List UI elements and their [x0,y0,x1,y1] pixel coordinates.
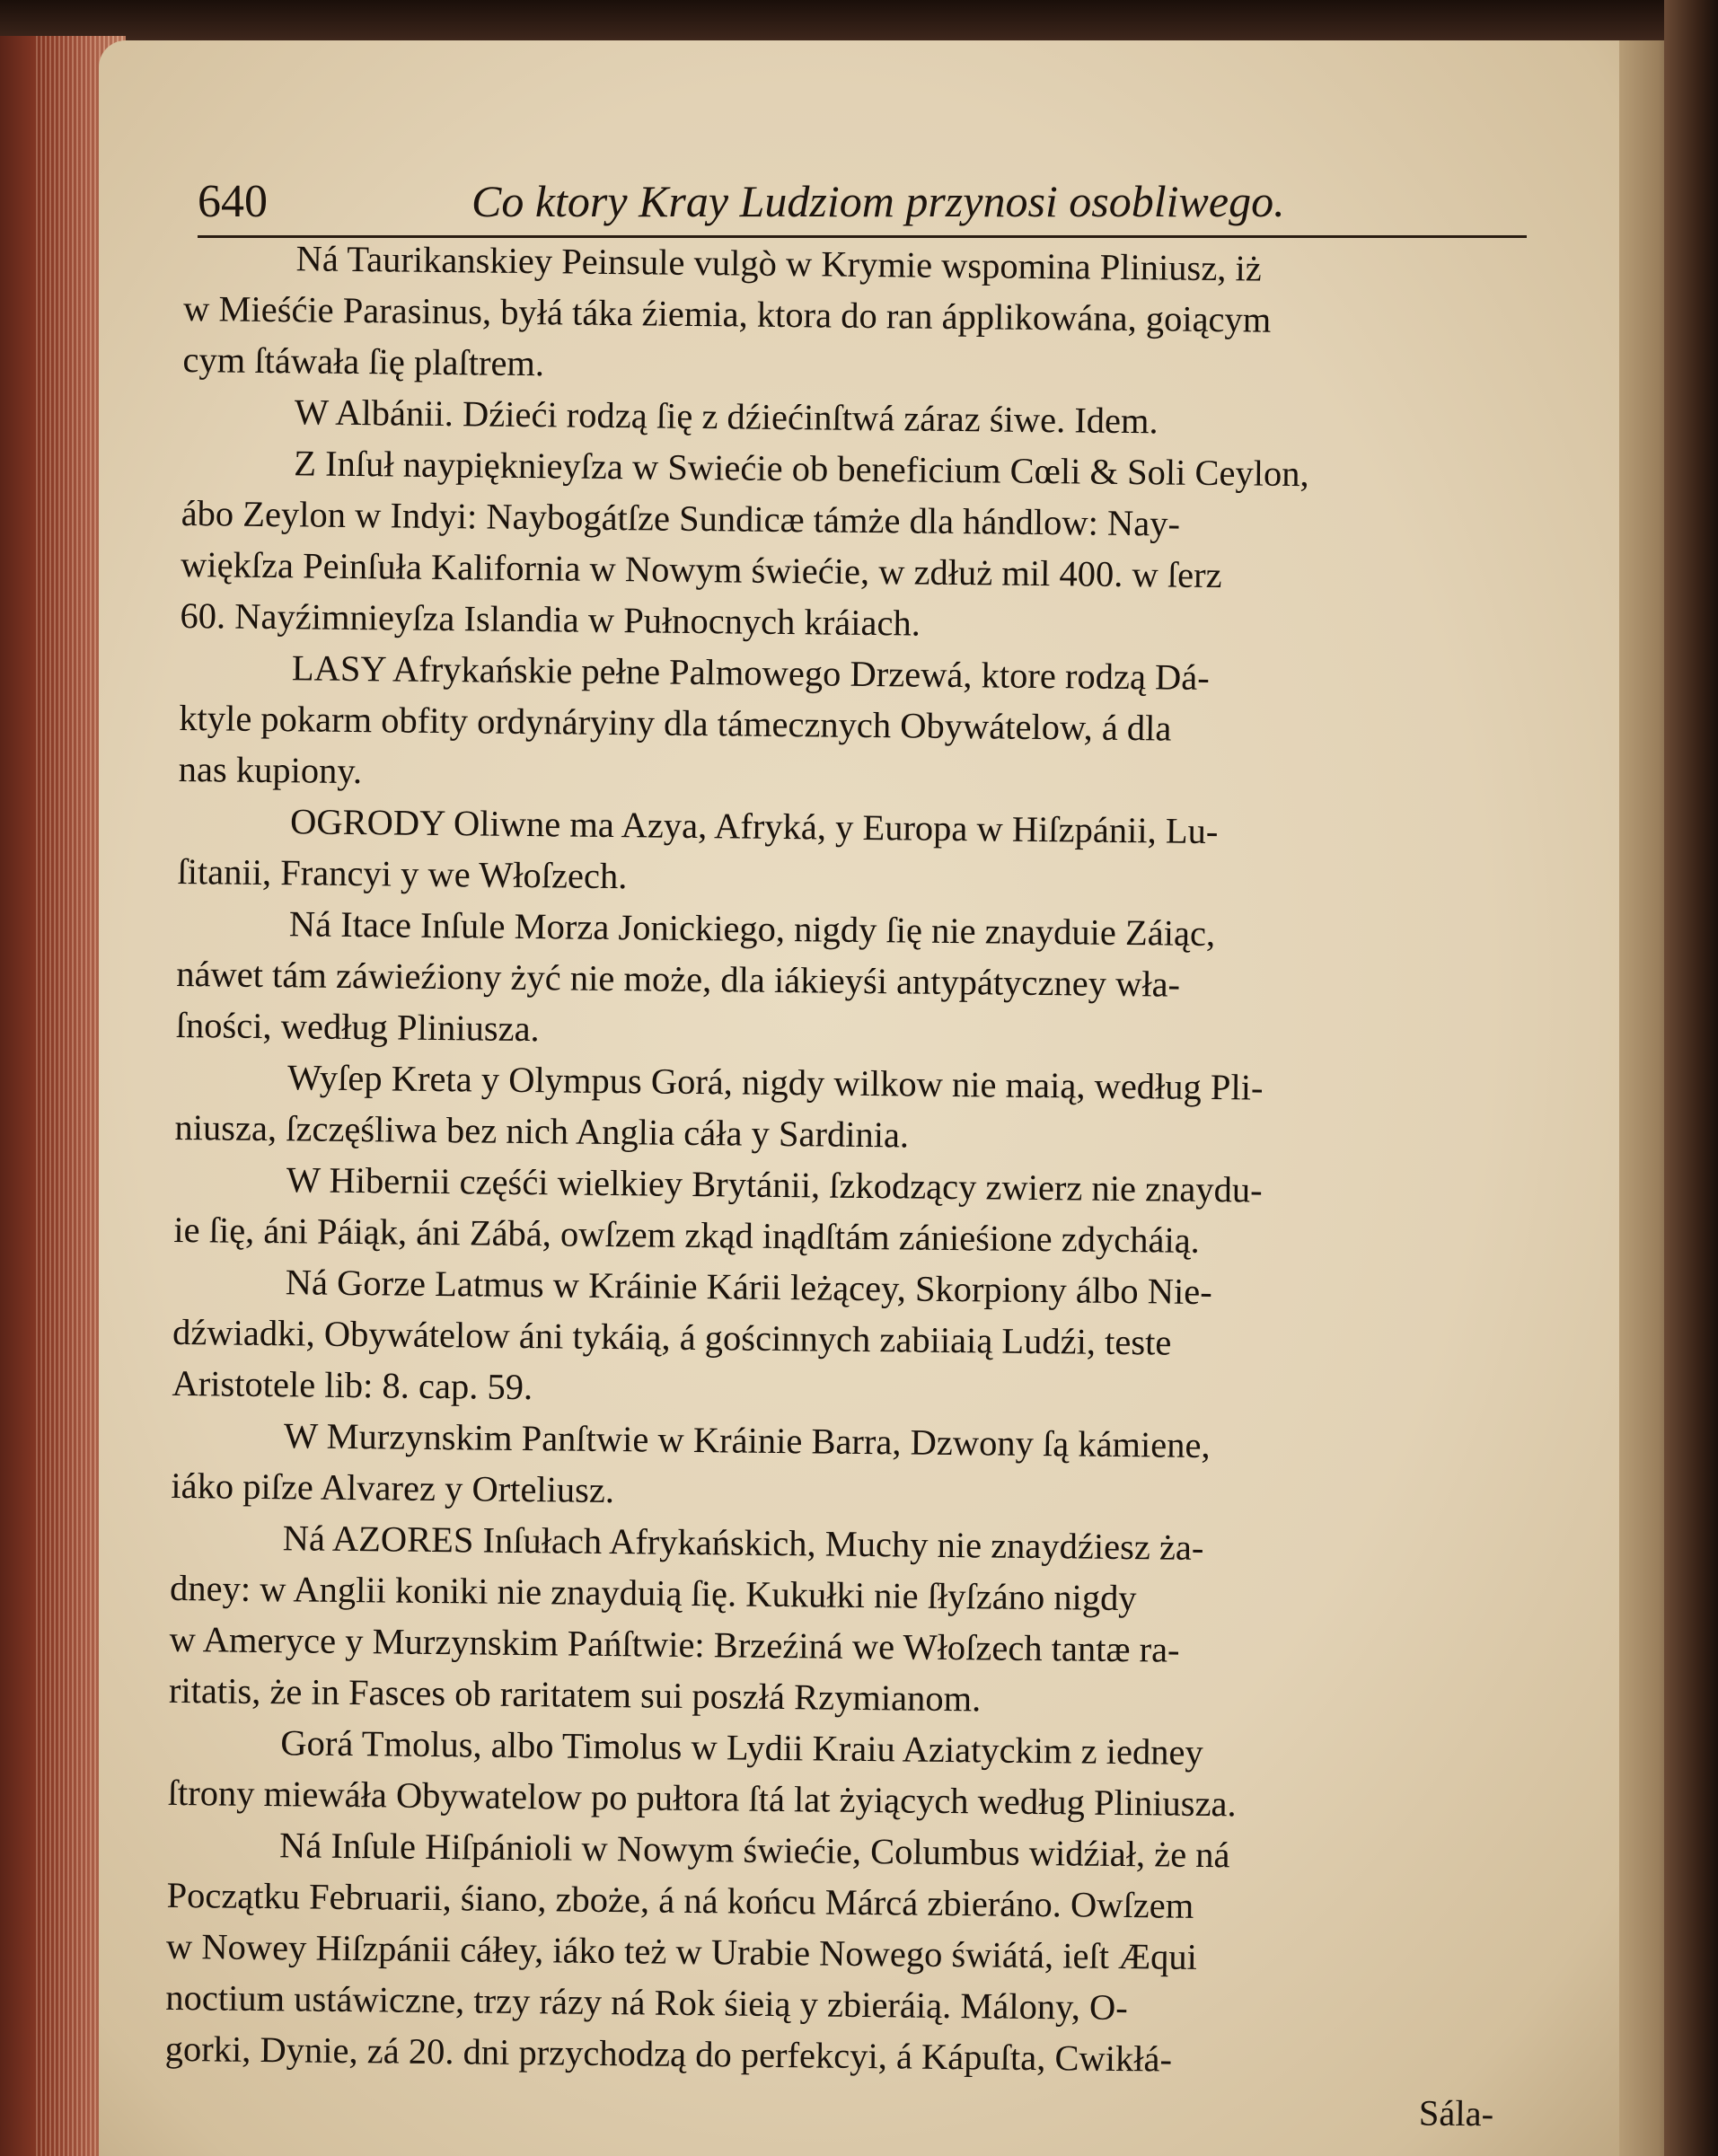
text-line: Ná Taurikanskiey Peinsule vulgò w Krymie wspomina Pliniusz, iż [295,238,1263,289]
text-line: Gorá Tmolus, albo Timolus w Lydii Kraiu Aziatyckim z iedney [280,1722,1203,1773]
catchword: Sála- [1418,2092,1494,2134]
text-line: W Albánii. Dźieći rodzą ſię z dźiećinſtwá záraz śiwe. Idem. [294,392,1159,442]
text-line: Początku Februarii, śiano, zboże, á ná końcu Márcá zbieráno. Owſzem [166,1874,1194,1926]
text-line: Ná AZORES Inſułach Afrykańskich, Muchy nie znaydźiesz ża- [282,1518,1204,1568]
running-title: Co ktory Kray Ludziom przynosi osobliwego. [471,176,1285,226]
text-line: W Hibernii częśći wielkiey Brytánii, ſzkodzący zwierz nie znaydu- [286,1159,1263,1210]
text-line: W Murzynskim Panſtwie w Kráinie Barra, Dzwony ſą kámiene, [283,1415,1211,1466]
text-line: ſitanii, Francyi y we Włoſzech. [177,850,628,897]
text-line: noctium ustáwiczne, trzy rázy ná Rok śieią y zbieráią. Málony, O- [165,1976,1128,2028]
text-line: Z Inſuł naypięknieyſza w Swiećie ob beneficium Cœli & Soli Ceylon, [294,443,1309,495]
text-line: nas kupiony. [178,748,363,792]
text-line: 60. Nayźimnieyſza Islandia w Pułnocnych kráiach. [180,594,921,644]
text-line: OGRODY Oliwne ma Azya, Afryká, y Europa w Hiſzpánii, Lu- [289,801,1219,852]
text-line: więkſza Peinſuła Kalifornia w Nowym świećie, w zdłuż mil 400. w ſerz [180,543,1222,596]
text-line: Wyſep Kreta y Olympus Gorá, nigdy wilkow nie maią, według Pli- [286,1057,1264,1108]
text-line: w Ameryce y Murzynskim Pańſtwie: Brzeźiná we Włoſzech tantæ ra- [169,1618,1180,1670]
text-line: ſności, według Pliniusza. [175,1004,540,1050]
text-line: w Mieśćie Parasinus, byłá táka źiemia, ktora do ran ápplikowána, goiącym [182,287,1272,340]
text-line: Ná Gorze Latmus w Kráinie Kárii leżącey, Skorpiony álbo Nie- [285,1262,1212,1313]
text-line: ktyle pokarm obfity ordynáryiny dla támecznych Obywátelow, á dla [179,697,1172,749]
text-line: w Nowey Hiſzpánii cáłey, iáko też w Urabie Nowego świátá, ieſt Æqui [165,1925,1198,1977]
text-line: ſtrony miewáła Obywatelow po pułtora ſtá lat żyiących według Pliniusza. [167,1772,1237,1825]
text-line: Aristotele lib: 8. cap. 59. [172,1362,533,1408]
body-text [164,232,1549,2140]
text-line: Ná Inſule Hiſpánioli w Nowym świećie, Columbus widźiał, że ná [278,1825,1230,1876]
text-line: dźwiadki, Obywátelow áni tykáią, á gościnnych zabiiaią Ludźi, teste [172,1311,1172,1363]
book-right-edge [1664,0,1718,2156]
page-number: 640 [198,176,268,227]
text-line: niusza, ſzczęśliwa bez nich Anglia cáła y Sardinia. [174,1106,910,1156]
text-line: ábo Zeylon w Indyi: Naybogátſze Sundicæ támże dla hándlow: Nay- [181,492,1181,544]
text-line: ritatis, że in Fasces ob raritatem sui poszłá Rzymianom. [168,1669,982,1720]
page-header [198,175,1527,238]
text-line: gorki, Dynie, zá 20. dni przychodzą do perfekcyi, á Kápuſta, Cwikłá- [164,2028,1173,2080]
text-line: náwet tám záwieźiony żyć nie może, dla iákieyśi antypátyczney wła- [176,953,1181,1005]
text-line: Ná Itace Inſule Morza Jonickiego, nigdy ſię nie znayduie Záiąc, [288,903,1216,955]
text-line: LASY Afrykańskie pełne Palmowego Drzewá, ktore rodzą Dá- [291,647,1211,698]
text-line: ie ſię, áni Páiąk, áni Zábá, owſzem zkąd inądſtám zánieśione zdycháią. [173,1209,1201,1261]
text-line: iáko piſze Alvarez y Orteliusz. [171,1465,615,1511]
text-line: cym ſtáwała ſię plaſtrem. [182,339,545,384]
text-line: dney: w Anglii koniki nie znayduią ſię. Kukułki nie ſłyſzáno nigdy [169,1567,1137,1619]
